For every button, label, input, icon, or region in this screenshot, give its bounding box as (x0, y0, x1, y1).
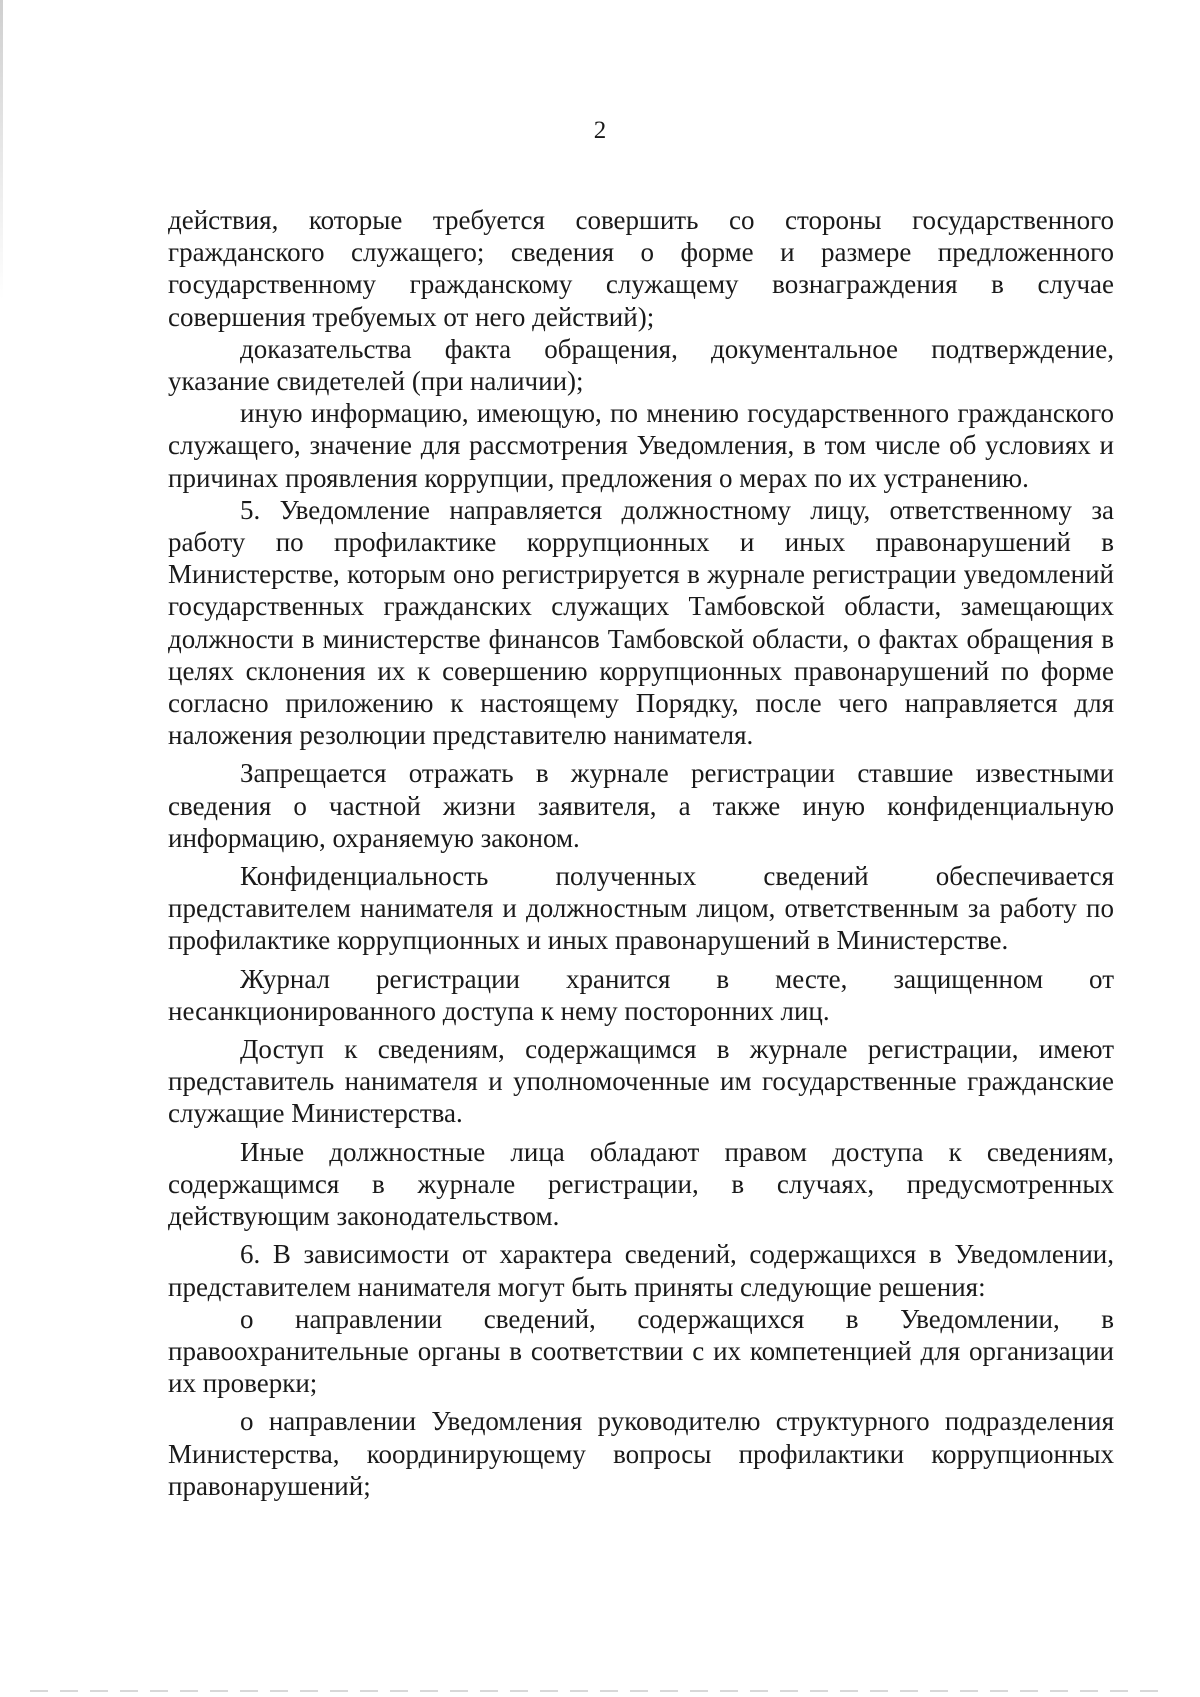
paragraph-other-officials: Иные должностные лица обладают правом доступа к сведениям, содержащимся в журнале регистрации, в случаях, предусмотренных действующим законодательством. (168, 1136, 1114, 1232)
paragraph-decision-department-head: о направлении Уведомления руководителю структурного подразделения Министерства, координирующему вопросы профилактики коррупционных правонарушений; (168, 1406, 1114, 1501)
paragraph-other-info: иную информацию, имеющую, по мнению государственного гражданского служащего, значение для рассмотрения Уведомления, в том числе об условиях и причинах проявления коррупции, предложения о мерах по их устранению. (168, 398, 1114, 493)
paragraph-journal-storage: Журнал регистрации хранится в месте, защищенном от несанкционированного доступа к нему посторонних лиц. (168, 963, 1114, 1026)
page-number: 2 (593, 117, 607, 144)
paragraph-item-5: 5. Уведомление направляется должностному лицу, ответственному за работу по профилактике коррупционных и иных правонарушений в Министерстве, которым оно регистрируется в журнале регистрации уведомлений государственных гражданских служащих Тамбовской области, замещающих должности в министерстве финансов Тамбовской области, о фактах обращения в целях склонения их к совершению коррупционных правонарушений по форме согласно приложению к настоящему Порядку, после чего направляется для наложения резолюции представителю нанимателя. (168, 494, 1114, 751)
paragraph-confidentiality: Конфиденциальность полученных сведений обеспечивается представителем нанимателя и должностным лицом, ответственным за работу по профилактике коррупционных и иных правонарушений в Министерстве. (168, 861, 1114, 956)
paragraph-prohibition: Запрещается отражать в журнале регистрации ставшие известными сведения о частной жизни заявителя, а также иную конфиденциальную информацию, охраняемую законом. (168, 758, 1114, 853)
paragraph-access: Доступ к сведениям, содержащимся в журнале регистрации, имеют представитель нанимателя и уполномоченные им государственные гражданские служащие Министерства. (168, 1034, 1114, 1129)
paragraph-decision-law-enforcement: о направлении сведений, содержащихся в Уведомлении, в правоохранительные органы в соответствии с их компетенцией для организации их проверки; (168, 1303, 1114, 1399)
scan-edge-shadow (0, 0, 3, 300)
document-body (168, 204, 1114, 1502)
paragraph-continuation: действия, которые требуется совершить со стороны государственного гражданского служащего; сведения о форме и размере предложенного государственному гражданскому служащему вознаграждения в случае совершения требуемых от него действий); (168, 205, 1114, 332)
paragraph-item-6: 6. В зависимости от характера сведений, содержащихся в Уведомлении, представителем нанимателя могут быть приняты следующие решения: (168, 1239, 1114, 1302)
paragraph-evidence: доказательства факта обращения, документальное подтверждение, указание свидетелей (при наличии); (168, 333, 1114, 397)
scan-bottom-noise (30, 1690, 1170, 1692)
